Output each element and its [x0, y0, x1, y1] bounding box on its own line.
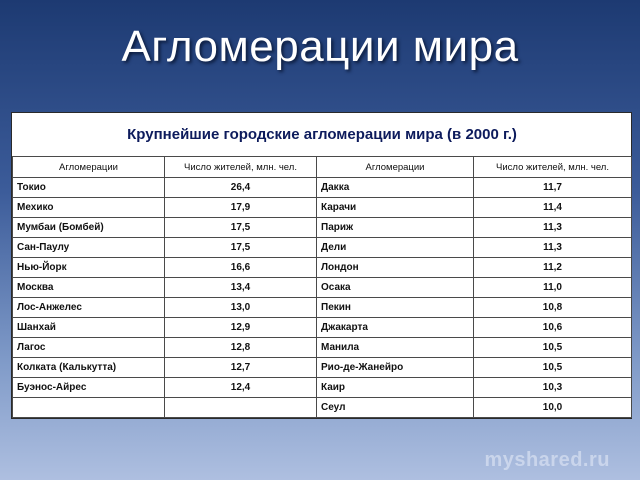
population-right-cell: 11,0 [474, 278, 632, 298]
city-right-cell: Манила [317, 338, 474, 358]
city-right-cell: Рио-де-Жанейро [317, 358, 474, 378]
header-agglomeration-right: Агломерации [317, 157, 474, 178]
population-left-cell: 12,9 [165, 318, 317, 338]
city-right-cell: Каир [317, 378, 474, 398]
city-left-cell [13, 398, 165, 418]
table-caption: Крупнейшие городские агломерации мира (в 2000 г.) [13, 113, 632, 157]
table-header-row [13, 157, 632, 178]
population-right-cell: 10,5 [474, 338, 632, 358]
population-right-cell: 10,3 [474, 378, 632, 398]
table-row [13, 358, 632, 378]
watermark: myshared.ru [484, 449, 610, 471]
population-left-cell: 12,7 [165, 358, 317, 378]
population-left-cell: 12,8 [165, 338, 317, 358]
table-row [13, 318, 632, 338]
slide-title: Агломерации мира [121, 22, 519, 71]
city-left-cell: Москва [13, 278, 165, 298]
population-right-cell: 11,7 [474, 178, 632, 198]
city-left-cell: Колката (Калькутта) [13, 358, 165, 378]
city-left-cell: Нью-Йорк [13, 258, 165, 278]
header-agglomeration-left: Агломерации [13, 157, 165, 178]
population-left-cell: 13,4 [165, 278, 317, 298]
city-right-cell: Джакарта [317, 318, 474, 338]
city-right-cell: Дакка [317, 178, 474, 198]
city-right-cell: Париж [317, 218, 474, 238]
population-right-cell: 11,4 [474, 198, 632, 218]
population-left-cell: 26,4 [165, 178, 317, 198]
population-left-cell: 17,5 [165, 218, 317, 238]
table-row [13, 338, 632, 358]
city-left-cell: Лагос [13, 338, 165, 358]
city-left-cell: Лос-Анжелес [13, 298, 165, 318]
city-right-cell: Осака [317, 278, 474, 298]
population-left-cell: 17,9 [165, 198, 317, 218]
agglomerations-table-container [11, 112, 632, 419]
population-right-cell: 10,5 [474, 358, 632, 378]
agglomerations-table [12, 113, 632, 418]
table-row [13, 398, 632, 418]
population-left-cell: 12,4 [165, 378, 317, 398]
table-body [13, 178, 632, 418]
city-left-cell: Шанхай [13, 318, 165, 338]
city-right-cell: Карачи [317, 198, 474, 218]
city-left-cell: Токио [13, 178, 165, 198]
population-right-cell: 10,8 [474, 298, 632, 318]
header-population-left: Число жителей, млн. чел. [165, 157, 317, 178]
header-population-right: Число жителей, млн. чел. [474, 157, 632, 178]
population-right-cell: 11,2 [474, 258, 632, 278]
city-left-cell: Буэнос-Айрес [13, 378, 165, 398]
city-right-cell: Лондон [317, 258, 474, 278]
table-row [13, 278, 632, 298]
city-right-cell: Пекин [317, 298, 474, 318]
population-left-cell [165, 398, 317, 418]
population-left-cell: 17,5 [165, 238, 317, 258]
city-left-cell: Мумбаи (Бомбей) [13, 218, 165, 238]
table-row [13, 238, 632, 258]
city-left-cell: Мехико [13, 198, 165, 218]
table-row [13, 218, 632, 238]
population-right-cell: 10,0 [474, 398, 632, 418]
city-right-cell: Дели [317, 238, 474, 258]
population-left-cell: 16,6 [165, 258, 317, 278]
table-row [13, 298, 632, 318]
table-row [13, 378, 632, 398]
table-row [13, 258, 632, 278]
city-right-cell: Сеул [317, 398, 474, 418]
city-left-cell: Сан-Паулу [13, 238, 165, 258]
table-row [13, 178, 632, 198]
table-row [13, 198, 632, 218]
population-right-cell: 11,3 [474, 238, 632, 258]
population-right-cell: 10,6 [474, 318, 632, 338]
population-right-cell: 11,3 [474, 218, 632, 238]
population-left-cell: 13,0 [165, 298, 317, 318]
